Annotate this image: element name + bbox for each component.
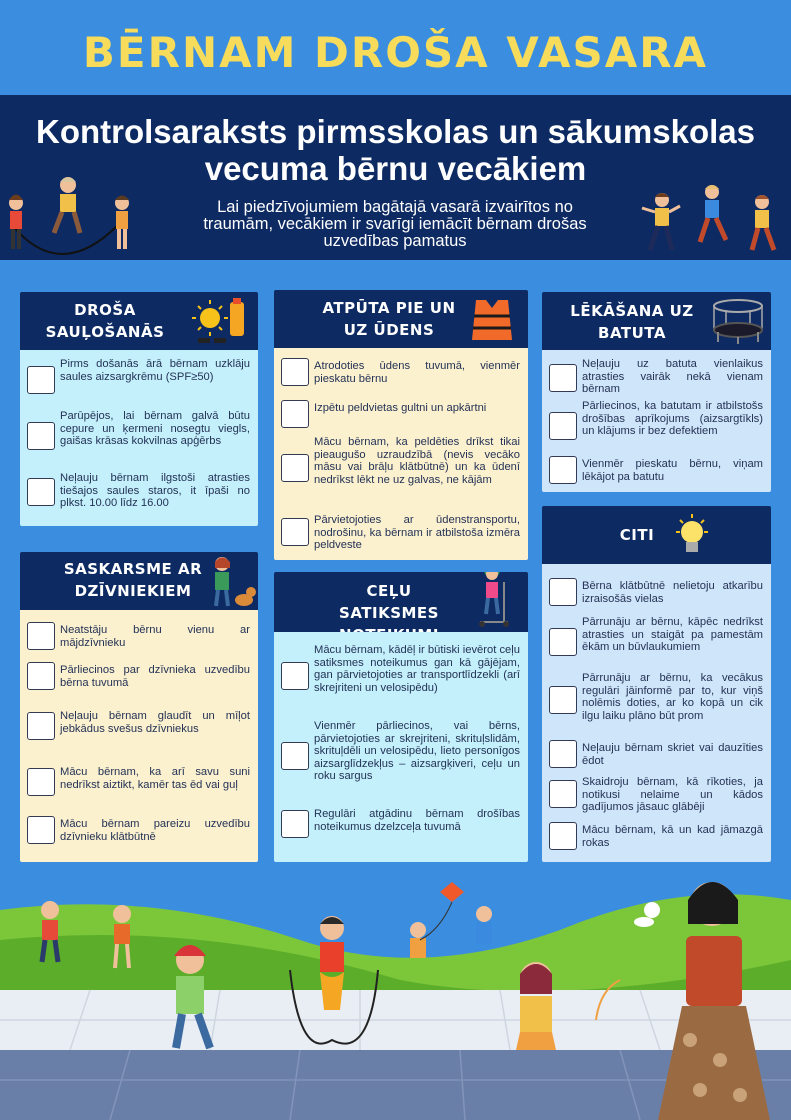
list-item: [542, 776, 771, 816]
card-body: [20, 350, 258, 526]
item-text: Pārliecinos par dzīvnieka uzvedību bērna tuvumā: [60, 664, 250, 689]
checkbox[interactable]: [549, 780, 577, 808]
card-title: CITI: [619, 526, 655, 544]
list-item: [20, 710, 258, 750]
checkbox[interactable]: [549, 456, 577, 484]
item-text: Pārliecinos, ka batutam ir atbilstošs drošības aprīkojums (aizsargtīkls) un klājums ir bez defektiem: [582, 400, 763, 437]
item-text: Skaidroju bērnam, kā rīkoties, ja notikusi nelaime un kādos gadījumos jāsauc glābēji: [582, 776, 763, 813]
title-line: SASKARSME AR: [63, 560, 203, 578]
banner-title-line: vecuma bērnu vecākiem: [204, 150, 587, 187]
list-item: [542, 400, 771, 452]
title-line: CEĻU SATIKSMES: [339, 582, 439, 622]
title-line: ATPŪTA PIE UN: [322, 299, 456, 317]
banner-title-line: Kontrolsaraksts pirmsskolas un sākumskolas: [36, 113, 755, 150]
checkbox[interactable]: [281, 358, 309, 386]
checkbox[interactable]: [27, 712, 55, 740]
checkbox[interactable]: [27, 422, 55, 450]
title-line: LĒKĀŠANA UZ: [570, 302, 694, 320]
card-trampoline: [542, 292, 771, 492]
trampoline-icon: [710, 296, 766, 346]
card-header: [274, 572, 528, 632]
list-item: [542, 578, 771, 606]
checkbox[interactable]: [27, 622, 55, 650]
item-text: Neļauju bērnam skriet vai dauzīties ēdot: [582, 742, 763, 767]
checkbox[interactable]: [549, 364, 577, 392]
item-text: Mācu bērnam, kādēļ ir būtiski ievērot ceļu satiksmes noteikumus gan kā gājējam, gan pārvietojoties ar transportlīdzekli (arī skrejriteni un velosipēdu): [314, 644, 520, 694]
banner-subtitle: [150, 199, 640, 250]
playground-illustration: [0, 870, 791, 1120]
card-sun-safety: [20, 292, 258, 526]
list-item: [274, 436, 528, 502]
item-text: Parūpējos, lai bērnam galvā būtu cepure un ķermeni nosegtu viegls, gaišas krāsas kokvilnas apģērbs: [60, 410, 250, 447]
light-bulb-icon: [672, 512, 712, 562]
list-item: [542, 456, 771, 486]
playing-kids-illustration: [640, 180, 790, 260]
card-header: [274, 290, 528, 348]
card-body: [542, 564, 771, 862]
list-item: [274, 720, 528, 796]
checkbox[interactable]: [549, 412, 577, 440]
list-item: [274, 808, 528, 848]
item-text: Pārvietojoties ar ūdenstransportu, nodrošinu, ka bērnam ir atbilstoša izmēra peldveste: [314, 514, 520, 551]
item-text: Atrodoties ūdens tuvumā, vienmēr pieskatu bērnu: [314, 360, 520, 385]
item-text: Pirms došanās ārā bērnam uzklāju saules aizsargkrēmu (SPF≥50): [60, 358, 250, 383]
list-item: [20, 358, 258, 398]
card-header: [20, 552, 258, 610]
list-item: [542, 616, 771, 656]
subtitle-line: Lai piedzīvojumiem bagātajā vasarā izvairītos no: [217, 198, 573, 216]
list-item: [542, 358, 771, 398]
title-line: BATUTA: [598, 324, 666, 342]
checkbox[interactable]: [549, 578, 577, 606]
item-text: Neļauju bērnam glaudīt un mīļot jebkādus svešus dzīvniekus: [60, 710, 250, 735]
checkbox[interactable]: [27, 662, 55, 690]
list-item: [274, 514, 528, 554]
list-item: [274, 400, 528, 428]
item-text: Izpētu peldvietas gultni un apkārtni: [314, 402, 487, 414]
subtitle-line: uzvedības pamatus: [323, 232, 467, 250]
list-item: [20, 662, 258, 692]
page-title: BĒRNAM DROŠA VASARA: [82, 28, 709, 77]
checkbox[interactable]: [549, 686, 577, 714]
card-body: [274, 632, 528, 862]
list-item: [20, 472, 258, 512]
sun-sunscreen-icon: [190, 296, 252, 346]
girl-with-dog-icon: [206, 554, 256, 610]
list-item: [274, 358, 528, 386]
card-header: [542, 292, 771, 350]
list-item: [542, 740, 771, 768]
checkbox[interactable]: [549, 822, 577, 850]
checkbox[interactable]: [549, 628, 577, 656]
item-text: Mācu bērnam, ka peldēties drīkst tikai pieaugušo uzraudzībā (nevis vecāko māsu vai brāļu klātbūtnē) un ka ūdenī nedrīkst lēkt ne uz galvas, ne kājām: [314, 436, 520, 486]
checkbox[interactable]: [281, 518, 309, 546]
list-item: [20, 766, 258, 806]
checkbox[interactable]: [549, 740, 577, 768]
title-line: UZ ŪDENS: [343, 321, 435, 339]
item-text: Vienmēr pieskatu bērnu, viņam lēkājot pa batutu: [582, 458, 763, 483]
title-line: DROŠA: [74, 301, 136, 319]
checkbox[interactable]: [27, 478, 55, 506]
card-body: [542, 350, 771, 492]
card-animals: [20, 552, 258, 862]
checkbox[interactable]: [281, 454, 309, 482]
checkbox[interactable]: [281, 400, 309, 428]
item-text: Pārrunāju ar bērnu, ka vecākus regulāri jāinformē par to, kur viņš nolēmis doties, ar ko kopā un cik ilgu laiku plāno būt prom: [582, 672, 763, 722]
list-item: [542, 672, 771, 724]
item-text: Neļauju bērnam ilgstoši atrasties tiešajos saules staros, it īpaši no plkst. 10.00 līdz 16.00: [60, 472, 250, 509]
title-line: SAUĻOŠANĀS: [45, 323, 165, 341]
list-item: [20, 622, 258, 652]
card-other: [542, 506, 771, 862]
item-text: Mācu bērnam pareizu uzvedību dzīvnieku klātbūtnē: [60, 818, 250, 843]
card-title: [314, 297, 464, 341]
title-line: DZĪVNIEKIEM: [74, 582, 192, 600]
card-water-safety: [274, 290, 528, 560]
banner: [0, 95, 791, 260]
item-text: Mācu bērnam, ka arī savu suni nedrīkst aiztikt, kamēr tas ēd vai guļ: [60, 766, 250, 791]
checkbox[interactable]: [281, 662, 309, 690]
item-text: Regulāri atgādinu bērnam drošības noteikumus dzelzceļa tuvumā: [314, 808, 520, 833]
checkbox[interactable]: [281, 742, 309, 770]
card-body: [274, 348, 528, 560]
item-text: Mācu bērnam, kā un kad jāmazgā rokas: [582, 824, 763, 849]
list-item: [20, 816, 258, 846]
checkbox[interactable]: [27, 816, 55, 844]
list-item: [274, 644, 528, 708]
card-title: [58, 558, 208, 602]
list-item: [542, 822, 771, 852]
card-header: [542, 506, 771, 564]
list-item: [20, 410, 258, 462]
card-traffic-rules: [274, 572, 528, 862]
item-text: Pārrunāju ar bērnu, kāpēc nedrīkst atrasties un staigāt pa pamestām ēkām un būvlaukumiem: [582, 616, 763, 653]
card-title: [562, 300, 702, 344]
checkbox[interactable]: [27, 366, 55, 394]
life-vest-icon: [466, 296, 518, 344]
card-body: [20, 610, 258, 862]
item-text: Vienmēr pārliecinos, vai bērns, pārvietojoties ar skrejriteni, skrituļslidām, skrituļdēli un velosipēdu, lieto personīgos aizsarglīdzekļus – aizsargķiveri, ceļu un roku sargus: [314, 720, 520, 782]
card-title: [30, 299, 180, 343]
item-text: Neatstāju bērnu vienu ar mājdzīvnieku: [60, 624, 250, 649]
scooter-kid-icon: [474, 572, 514, 632]
item-text: Bērna klātbūtnē nelietoju atkarību izraisošās vielas: [582, 580, 763, 605]
checkbox[interactable]: [281, 810, 309, 838]
card-header: [20, 292, 258, 350]
checkbox[interactable]: [27, 768, 55, 796]
subtitle-line: traumām, vecākiem ir svarīgi iemācīt bērnam drošas: [203, 215, 587, 233]
jump-rope-kids-illustration: [0, 173, 140, 261]
item-text: Neļauju uz batuta vienlaikus atrasties vairāk nekā vienam bērnam: [582, 358, 763, 395]
